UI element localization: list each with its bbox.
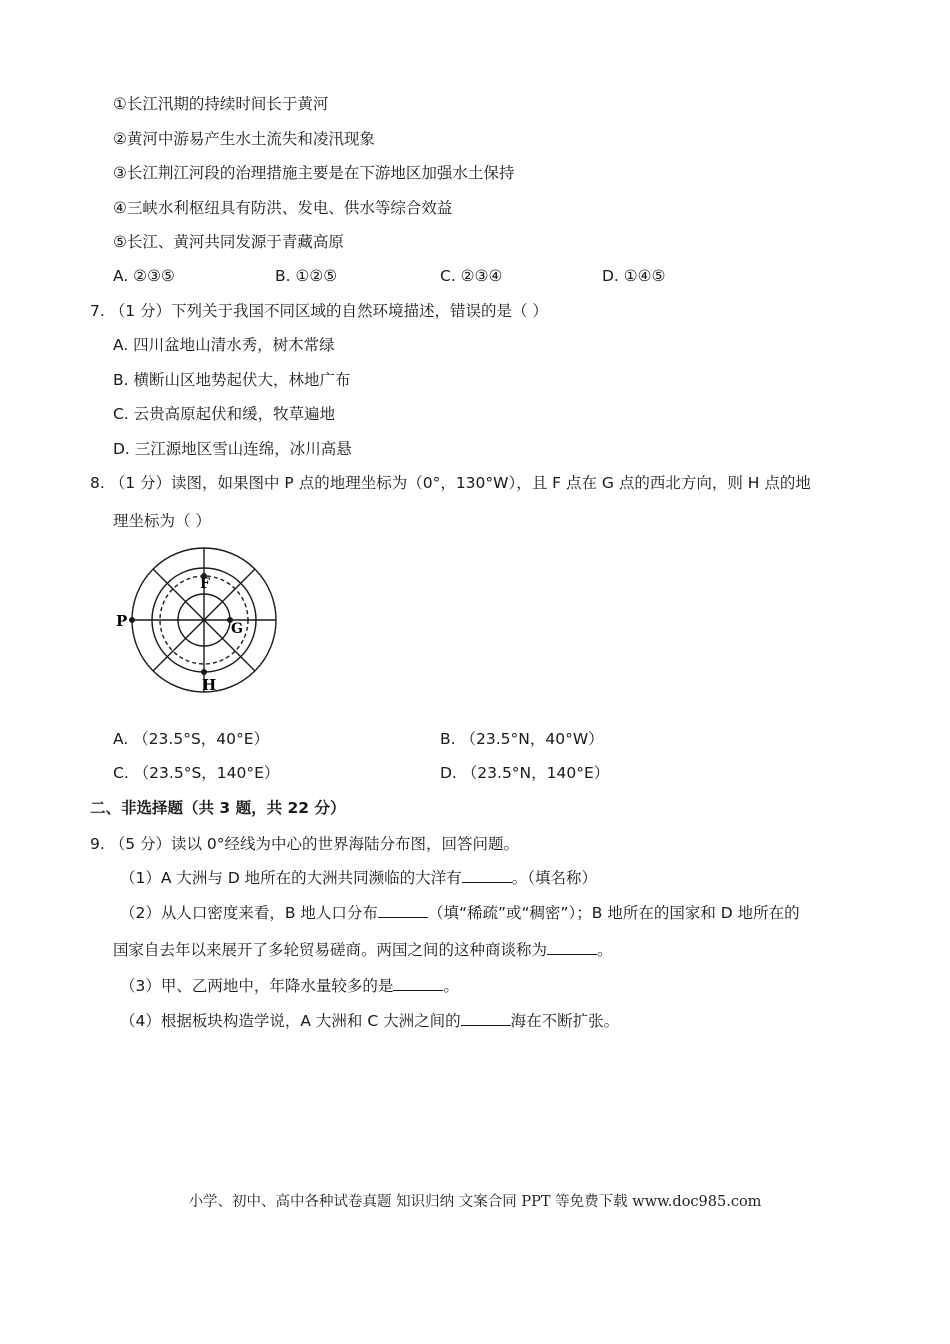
- label-h: H: [202, 676, 217, 694]
- q9-part1-text-a: （1）A 大洲与 D 地所在的大洲共同濒临的大洋有: [120, 869, 462, 887]
- section2-title: 二、非选择题（共 3 题，共 22 分）: [90, 799, 346, 817]
- q8-stem-line1: 8. （1 分）读图，如果图中 P 点的地理坐标为（0°，130°W），且 F 点在 G 点的西北方向，则 H 点的地: [90, 474, 811, 492]
- q9-part2-text-c: 国家自去年以来展开了多轮贸易磋商。两国之间的这种商谈称为: [113, 941, 548, 959]
- q6-statement-4: ④三峡水利枢纽具有防洪、发电、供水等综合效益: [113, 199, 453, 217]
- q9-part2-blank-1[interactable]: [378, 903, 428, 918]
- q7-option-d: D. 三江源地区雪山连绵，冰川高悬: [113, 440, 352, 458]
- q9-part1-blank[interactable]: [462, 868, 512, 883]
- q6-statement-2: ②黄河中游易产生水土流失和凌汛现象: [113, 130, 375, 148]
- q6-statement-1: ①长江汛期的持续时间长于黄河: [113, 95, 329, 113]
- q9-part2-text-b: （填“稀疏”或“稠密”）；B 地所在的国家和 D 地所在的: [427, 904, 800, 922]
- q6-option-b: B. ①②⑤: [275, 267, 338, 285]
- label-g: G: [231, 621, 243, 637]
- label-p: P: [116, 612, 128, 630]
- q9-part2-text-a: （2）从人口密度来看，B 地人口分布: [120, 904, 378, 922]
- q9-part4-blank[interactable]: [461, 1011, 511, 1026]
- label-f: F: [200, 576, 210, 592]
- q9-part4-text-a: （4）根据板块构造学说，A 大洲和 C 大洲之间的: [120, 1012, 461, 1030]
- point-p-dot: [129, 617, 135, 623]
- q9-part2-text-d: 。: [597, 941, 613, 959]
- q6-statement-3: ③长江荆江河段的治理措施主要是在下游地区加强水土保持: [113, 164, 515, 182]
- q9-part4: [120, 1011, 619, 1031]
- q6-option-d: D. ①④⑤: [602, 267, 666, 285]
- q6-statement-5: ⑤长江、黄河共同发源于青藏高原: [113, 233, 344, 251]
- q8-option-c: C. （23.5°S，140°E）: [113, 764, 280, 782]
- q7-option-a: A. 四川盆地山清水秀，树木常绿: [113, 336, 335, 354]
- q9-part4-text-b: 海在不断扩张。: [510, 1012, 620, 1030]
- q9-part1: [120, 868, 597, 888]
- point-h-dot: [201, 669, 207, 675]
- q6-option-a: A. ②③⑤: [113, 267, 175, 285]
- q8-option-a: A. （23.5°S，40°E）: [113, 730, 270, 748]
- q8-option-b: B. （23.5°N，40°W）: [440, 730, 604, 748]
- q9-part3-blank[interactable]: [393, 976, 443, 991]
- q7-option-c: C. 云贵高原起伏和缓，牧草遍地: [113, 405, 336, 423]
- q8-option-d: D. （23.5°N，140°E）: [440, 764, 610, 782]
- q9-part3: [120, 976, 459, 996]
- q8-polar-figure: [112, 542, 282, 694]
- q8-stem-line2: 理坐标为（ ）: [113, 512, 211, 530]
- page-footer: 小学、初中、高中各种试卷真题 知识归纳 文案合同 PPT 等免费下载 www.doc985.com: [188, 1194, 762, 1210]
- q6-option-c: C. ②③④: [440, 267, 503, 285]
- q7-option-b: B. 横断山区地势起伏大，林地广布: [113, 371, 351, 389]
- q9-part2-line1: [120, 903, 800, 923]
- q9-part2-line2: [113, 940, 613, 960]
- q9-part3-text-b: 。: [443, 977, 459, 995]
- q9-part2-blank-2[interactable]: [547, 940, 597, 955]
- q9-stem: 9. （5 分）读以 0°经线为中心的世界海陆分布图，回答问题。: [90, 835, 520, 853]
- q9-part3-text-a: （3）甲、乙两地中，年降水量较多的是: [120, 977, 394, 995]
- q9-part1-text-b: 。（填名称）: [511, 869, 597, 887]
- q7-stem: 7. （1 分）下列关于我国不同区域的自然环境描述，错误的是（ ）: [90, 302, 548, 320]
